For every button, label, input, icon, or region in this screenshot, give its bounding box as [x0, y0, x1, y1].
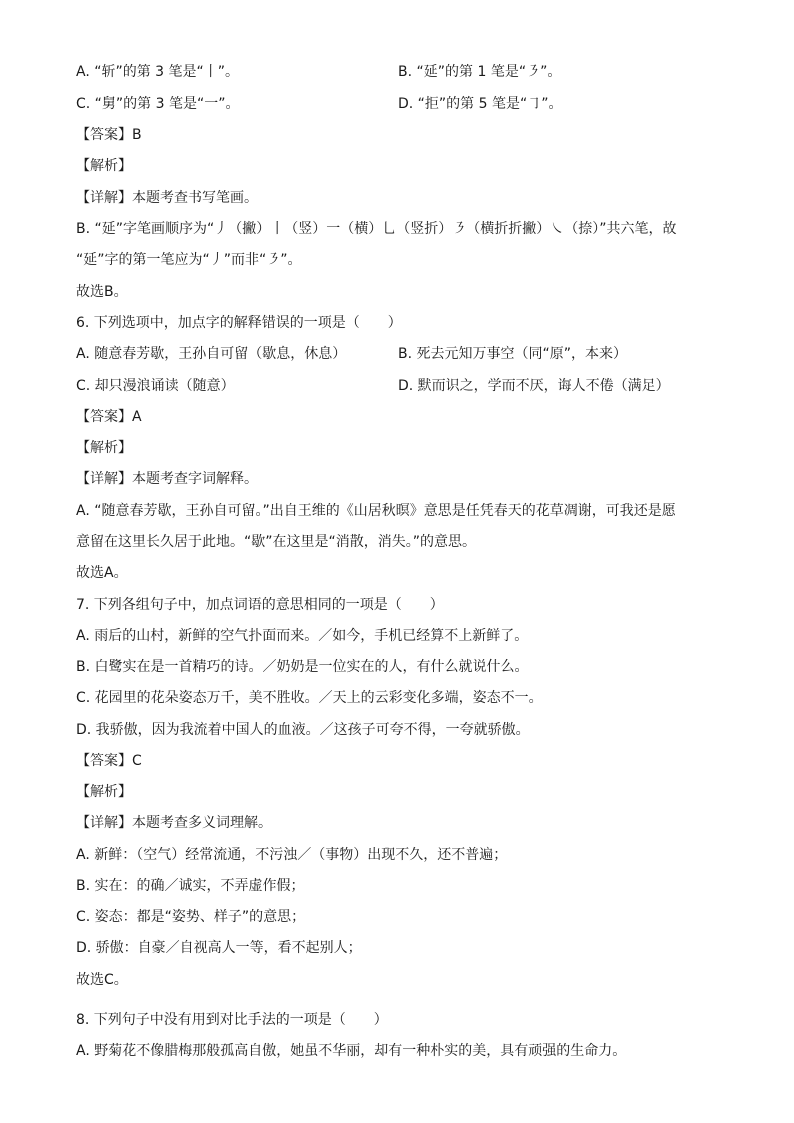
q7-option-a: A. 雨后的山村，新鲜的空气扑面而来。／如今，手机已经算不上新鲜了。 — [76, 628, 529, 644]
q5-explanation-line-1: B. “延”字笔画顺序为“丿（撇）丨（竖）一（横）乚（竖折）㇋（横折折撇）㇏（捺）”共六笔，故 — [76, 221, 677, 237]
q7-explanation-a: A. 新鲜：（空气）经常流通，不污浊／（事物）出现不久，还不普遍； — [76, 847, 508, 863]
q5-conclusion: 故选B。 — [76, 284, 128, 300]
q5-option-a: A. “斩”的第 3 笔是“丨”。 — [76, 64, 240, 80]
q7-conclusion: 故选C。 — [76, 972, 128, 988]
q6-option-a: A. 随意春芳歇，王孙自可留（歇息，休息） — [76, 346, 347, 362]
q7-detail: 【详解】本题考查多义词理解。 — [76, 815, 272, 831]
q5-answer: 【答案】B — [76, 127, 142, 143]
q6-option-b: B. 死去元知万事空（同“原”，本来） — [398, 346, 628, 362]
q5-analysis-label: 【解析】 — [76, 158, 132, 174]
q8-stem: 8. 下列句子中没有用到对比手法的一项是（ ） — [76, 1012, 388, 1028]
q7-option-b: B. 白鹭实在是一首精巧的诗。／奶奶是一位实在的人，有什么就说什么。 — [76, 659, 529, 675]
q7-explanation-c: C. 姿态：都是“姿势、样子”的意思； — [76, 909, 306, 925]
q7-analysis-label: 【解析】 — [76, 784, 132, 800]
q6-option-c: C. 却只漫浪诵读（随意） — [76, 378, 235, 394]
q5-option-b: B. “延”的第 1 笔是“㇋”。 — [398, 64, 562, 80]
q6-explanation-line-2: 意留在这里长久居于此地。“歇”在这里是“消散，消失。”的意思。 — [76, 534, 477, 550]
q6-answer: 【答案】A — [76, 409, 142, 425]
q6-explanation-line-1: A. “随意春芳歇，王孙自可留。”出自王维的《山居秋暝》意思是任凭春天的花草凋谢，可我还是愿 — [76, 503, 676, 519]
q5-detail: 【详解】本题考查书写笔画。 — [76, 190, 258, 206]
q7-explanation-d: D. 骄傲：自豪／自视高人一等，看不起别人； — [76, 940, 362, 956]
q8-option-a: A. 野菊花不像腊梅那般孤高自傲，她虽不华丽，却有一种朴实的美，具有顽强的生命力。 — [76, 1043, 627, 1059]
q7-answer: 【答案】C — [76, 753, 142, 769]
q6-stem: 6. 下列选项中，加点字的解释错误的一项是（ ） — [76, 315, 402, 331]
q5-option-d: D. “拒”的第 5 笔是“㇆”。 — [398, 96, 563, 112]
q6-analysis-label: 【解析】 — [76, 440, 132, 456]
q5-option-c: C. “舅”的第 3 笔是“一”。 — [76, 96, 240, 112]
q7-option-c: C. 花园里的花朵姿态万千，美不胜收。／天上的云彩变化多端，姿态不一。 — [76, 690, 543, 706]
q7-stem: 7. 下列各组句子中，加点词语的意思相同的一项是（ ） — [76, 597, 444, 613]
q6-option-d: D. 默而识之，学而不厌，诲人不倦（满足） — [398, 378, 670, 394]
q5-explanation-line-2: “延”字的第一笔应为“丿”而非“㇋”。 — [76, 252, 302, 268]
q7-explanation-b: B. 实在：的确／诚实，不弄虚作假； — [76, 878, 305, 894]
q7-option-d: D. 我骄傲，因为我流着中国人的血液。／这孩子可夸不得，一夸就骄傲。 — [76, 722, 530, 738]
q6-conclusion: 故选A。 — [76, 565, 128, 581]
q6-detail: 【详解】本题考查字词解释。 — [76, 471, 258, 487]
